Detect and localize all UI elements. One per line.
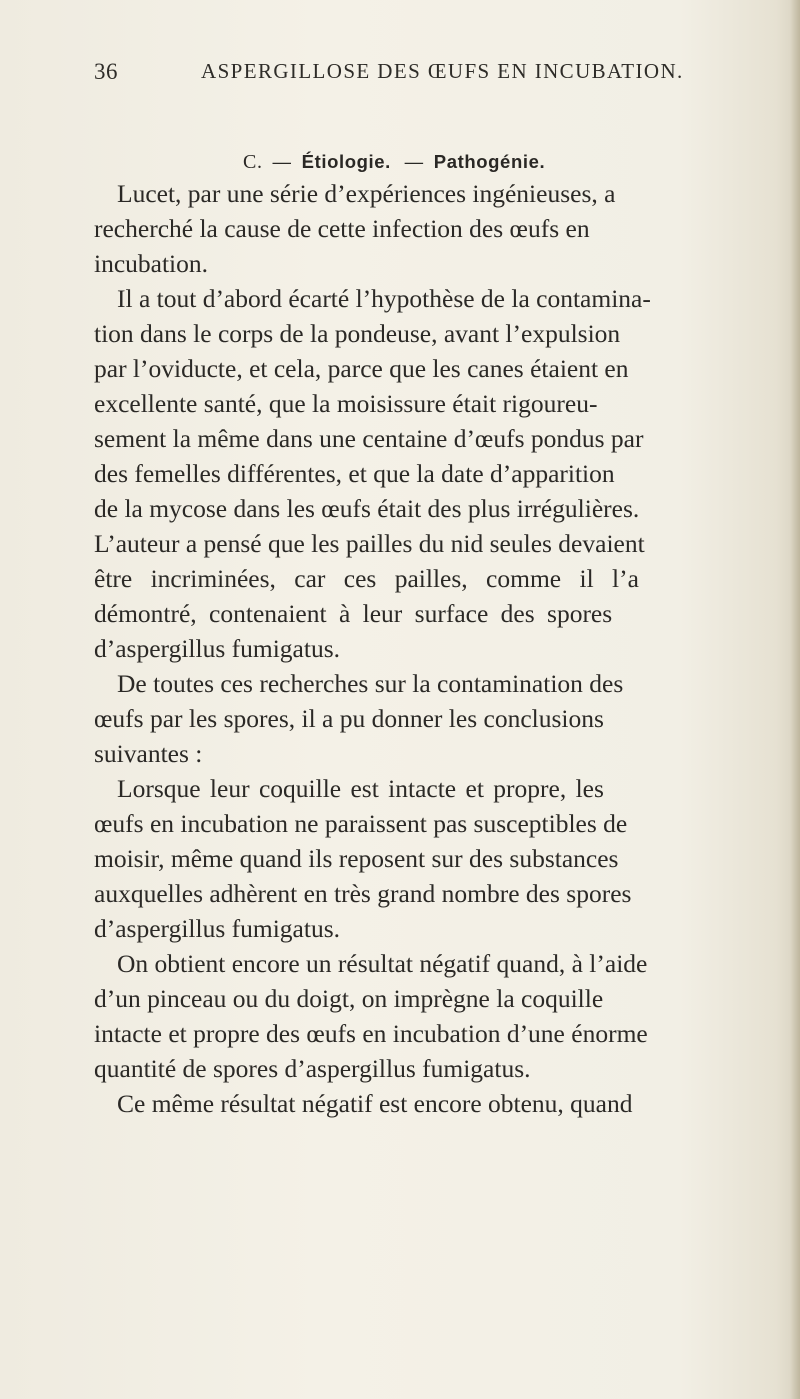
page-edge-shadow <box>790 0 800 1399</box>
text-line: intacte et propre des œufs en incubation d’une énorme <box>94 1019 648 1048</box>
text-line: par l’oviducte, et cela, parce que les canes étaient en <box>94 354 629 383</box>
text-line: des femelles différentes, et que la date d’apparition <box>94 459 615 488</box>
text-line: incubation. <box>94 249 209 278</box>
text-line: tion dans le corps de la pondeuse, avant l’expulsion <box>94 319 621 348</box>
text-line: excellente santé, que la moisissure était rigoureu- <box>94 389 598 418</box>
section-dash-2: — <box>404 151 424 172</box>
text-line: de la mycose dans les œufs était des plus irrégulières. <box>94 494 640 523</box>
text-line: Lucet, par une série d’expériences ingénieuses, a <box>117 179 616 208</box>
text-line: On obtient encore un résultat négatif quand, à l’aide <box>117 949 648 978</box>
text-line: Ce même résultat négatif est encore obtenu, quand <box>117 1089 633 1118</box>
text-line: suivantes : <box>94 739 203 768</box>
section-letter: C. <box>243 151 263 173</box>
text-line: démontré, contenaient à leur surface des spores <box>94 599 613 628</box>
text-line: d’un pinceau ou du doigt, on imprègne la coquille <box>94 984 604 1013</box>
text-line: être incriminées, car ces pailles, comme il l’a <box>94 564 639 593</box>
text-line: Lorsque leur coquille est intacte et propre, les <box>117 774 604 803</box>
text-line: auxquelles adhèrent en très grand nombre des spores <box>94 879 632 908</box>
text-line: d’aspergillus fumigatus. <box>94 914 340 943</box>
text-line: L’auteur a pensé que les pailles du nid seules devaient <box>94 529 645 558</box>
text-line: sement la même dans une centaine d’œufs pondus par <box>94 424 644 453</box>
section-dash-1: — <box>272 151 292 172</box>
text-line: moisir, même quand ils reposent sur des substances <box>94 844 619 873</box>
section-title-pathogenie: Pathogénie. <box>433 151 546 172</box>
text-line: quantité de spores d’aspergillus fumigatus. <box>94 1054 531 1083</box>
text-line: recherché la cause de cette infection des œufs en <box>94 214 590 243</box>
running-title: ASPERGILLOSE DES ŒUFS EN INCUBATION. <box>201 59 684 83</box>
text-line: d’aspergillus fumigatus. <box>94 634 340 663</box>
text-line: œufs en incubation ne paraissent pas susceptibles de <box>94 809 628 838</box>
text-line: Il a tout d’abord écarté l’hypothèse de la contamina- <box>117 284 651 313</box>
text-line: œufs par les spores, il a pu donner les conclusions <box>94 704 604 733</box>
text-line: De toutes ces recherches sur la contamination des <box>117 669 624 698</box>
running-header <box>0 57 800 91</box>
section-title-etiologie: Étiologie. <box>301 151 391 172</box>
page-number: 36 <box>94 59 118 84</box>
section-heading <box>243 151 545 174</box>
